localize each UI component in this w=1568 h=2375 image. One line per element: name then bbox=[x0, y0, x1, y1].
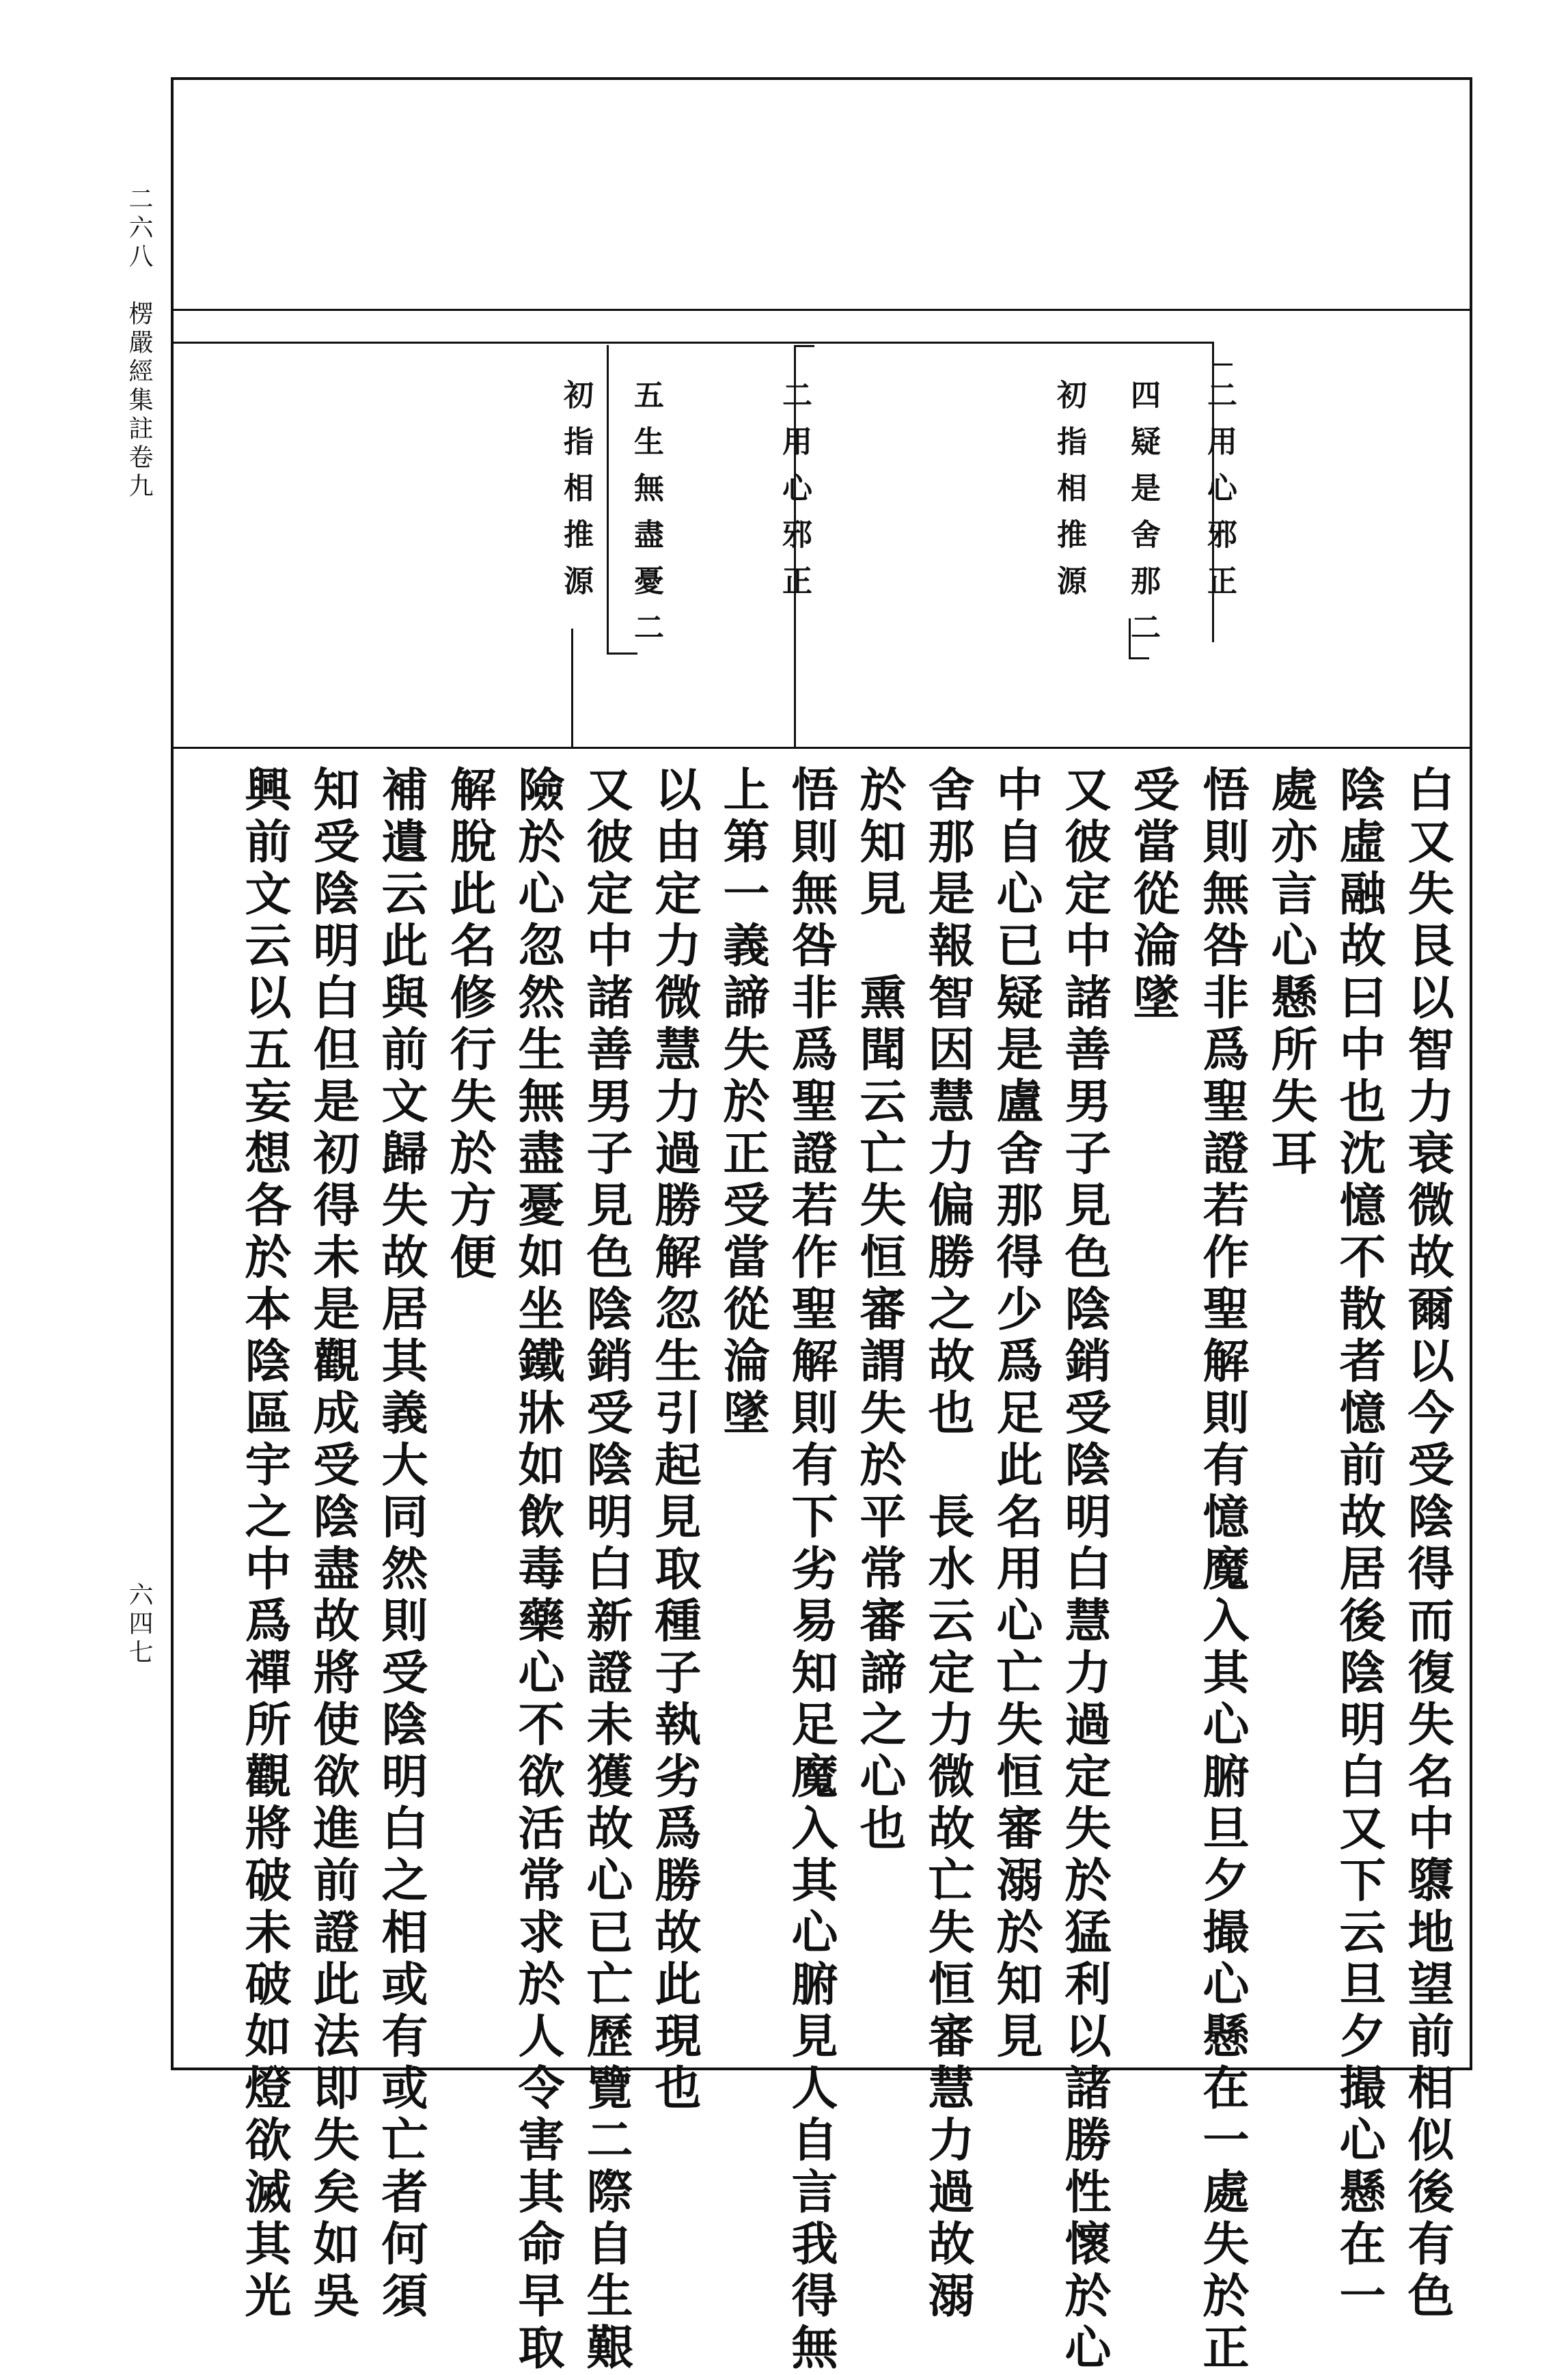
text-column: 白又失艮以智力衰微故爾以今受陰得而復失名中隳地望前相似後有色 bbox=[1400, 765, 1455, 2323]
text-column: 興前文云以五妄想各於本陰區宇之中爲禪所觀將破未破如燈欲滅其光 bbox=[237, 765, 292, 2323]
text-column: 悟則無咎非爲聖證若作聖解則有下劣易知足魔入其心腑見人自言我得無 bbox=[784, 765, 838, 2375]
heading-doubt-rocana: 四疑是舍那二 bbox=[1125, 379, 1160, 658]
text-column: 險於心忽然生無盡憂如坐鐵牀如飲毒藥心不欲活常求於人令害其命早取 bbox=[510, 765, 565, 2375]
tree-branch-line bbox=[794, 345, 814, 347]
text-column: 陰虛融故曰中也沈憶不散者憶前故居後陰明白又下云旦夕撮心懸在一 bbox=[1332, 765, 1386, 2323]
text-column: 又彼定中諸善男子見色陰銷受陰明白新證未獲故心已亡歷覽二際自生艱 bbox=[579, 765, 633, 2375]
body-top-rule bbox=[172, 747, 1471, 749]
commentary-body bbox=[188, 765, 1459, 2375]
margin-page-number: 六四七 bbox=[125, 1582, 153, 1668]
tree-vertical-line bbox=[571, 629, 573, 748]
text-column: 中自心已疑是盧舍那得少爲足此名用心亡失恒審溺於知見 bbox=[989, 765, 1043, 2063]
text-column: 知受陰明白但是初得未是觀成受陰盡故將使欲進前證此法即失矣如吳 bbox=[305, 765, 360, 2323]
text-column: 補遺云此與前文歸失故居其義大同然則受陰明白之相或有或亡者何須 bbox=[374, 765, 428, 2323]
heading-trace-source-1: 初指相推源 bbox=[1051, 379, 1086, 612]
text-column: 又彼定中諸善男子見色陰銷受陰明白慧力過定失於猛利以諸勝性懷於心 bbox=[1057, 765, 1112, 2375]
heading-use-mind-1: 二用心邪正 bbox=[1202, 379, 1237, 612]
text-column: 處亦言心懸所失耳 bbox=[1263, 765, 1318, 1181]
text-column: 以由定力微慧力過勝解忽生引起見取種子執劣爲勝故此現也 bbox=[647, 765, 702, 2115]
text-column: 解脫此名修行失於方便 bbox=[442, 765, 497, 1285]
tree-branch-line bbox=[1212, 363, 1233, 366]
text-column: 上第一義諦失於正受當從淪墜 bbox=[715, 765, 770, 1440]
tree-vertical-line bbox=[607, 345, 609, 653]
text-column: 受當從淪墜 bbox=[1125, 765, 1180, 1025]
tree-top-line bbox=[172, 342, 1214, 344]
heading-use-mind-2: 二用心邪正 bbox=[777, 379, 812, 612]
margin-page-title: 二六八 楞嚴經集註卷九 bbox=[125, 186, 153, 502]
text-column: 舍那是報智因慧力偏勝之故也 長水云定力微故亡失恒審慧力過故溺 bbox=[920, 765, 975, 2323]
text-column: 悟則無咎非爲聖證若作聖解則有憶魔入其心腑旦夕撮心懸在一處失於正 bbox=[1195, 765, 1250, 2375]
heading-endless-worry: 五生無盡憂二 bbox=[629, 379, 663, 658]
upper-rule bbox=[172, 309, 1471, 311]
text-column: 於知見 熏聞云亡失恒審謂失於平常審諦之心也 bbox=[852, 765, 907, 1856]
heading-trace-source-2: 初指相推源 bbox=[558, 379, 593, 612]
